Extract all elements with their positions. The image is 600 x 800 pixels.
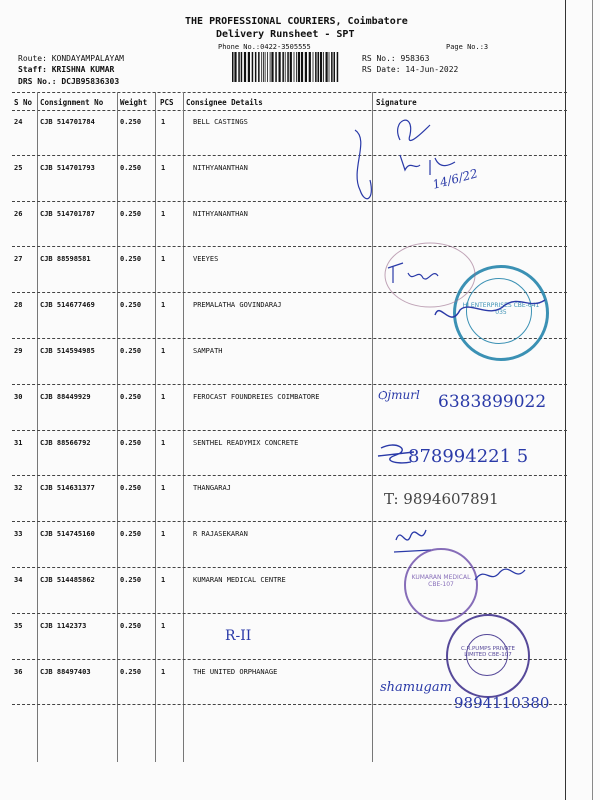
row-consignment-no: CJB 514701787 xyxy=(40,209,95,218)
sheet-title: THE PROFESSIONAL COURIERS, Coimbatore xyxy=(185,16,408,27)
barcode-bar xyxy=(271,52,273,82)
row-sno: 25 xyxy=(14,163,23,172)
drs-number: DRS No.: DCJB95836303 xyxy=(18,77,120,86)
barcode-bar xyxy=(263,52,264,82)
barcode-bar xyxy=(275,52,277,82)
row-consignee: KUMARAN MEDICAL CENTRE xyxy=(193,576,286,584)
barcode-bar xyxy=(255,52,257,82)
row-pcs: 1 xyxy=(161,530,166,539)
row-consignee: SAMPATH xyxy=(193,347,223,355)
col-header-weight: Weight xyxy=(120,98,148,107)
column-divider xyxy=(37,92,38,762)
row-sno: 26 xyxy=(14,209,23,218)
row-consignee: VEEYES xyxy=(193,255,219,264)
barcode-bar xyxy=(296,52,297,82)
row-pcs: 1 xyxy=(161,163,166,172)
barcode-bar xyxy=(326,52,328,82)
row-pcs: 1 xyxy=(161,576,166,584)
barcode-bar xyxy=(252,52,254,82)
divider xyxy=(12,92,567,93)
row-pcs: 1 xyxy=(161,255,166,264)
barcode-bar xyxy=(331,52,333,82)
stamp-ring-icon xyxy=(380,240,550,340)
barcode-bar xyxy=(241,52,243,82)
row-consignment-no: CJB 88566792 xyxy=(40,438,91,447)
barcode-bar xyxy=(232,52,234,82)
row-consignee: THANGARAJ xyxy=(193,484,231,493)
signature-scribble-icon xyxy=(330,110,490,210)
barcode-bar xyxy=(318,52,320,82)
barcode-bar xyxy=(315,52,317,82)
barcode-bar xyxy=(234,52,236,82)
row-divider xyxy=(12,521,567,522)
page-edge xyxy=(565,0,566,800)
row-sno: 36 xyxy=(14,667,23,676)
barcode-bar xyxy=(301,52,303,82)
barcode-bar xyxy=(334,52,336,82)
row-pcs: 1 xyxy=(161,209,166,218)
row-pcs: 1 xyxy=(161,118,166,126)
row-sno: 24 xyxy=(14,118,23,126)
row-divider xyxy=(12,384,567,385)
barcode-bar xyxy=(261,52,262,82)
row-pcs: 1 xyxy=(161,392,166,401)
row-weight: 0.250 xyxy=(120,392,142,401)
row-divider xyxy=(12,430,567,431)
row-consignment-no: CJB 1142373 xyxy=(40,621,87,630)
barcode-icon xyxy=(232,52,340,82)
barcode-bar xyxy=(323,52,324,82)
row-sno: 33 xyxy=(14,530,23,539)
barcode-bar xyxy=(267,52,268,82)
row-sno: 27 xyxy=(14,255,23,264)
barcode-bar xyxy=(320,52,322,82)
row-weight: 0.250 xyxy=(120,118,142,126)
handwritten-phone: 6383899022 xyxy=(438,392,547,412)
row-consignee: PREMALATHA GOVINDARAJ xyxy=(193,301,282,310)
handwritten-phone: 9894110380 xyxy=(454,694,550,712)
row-sno: 35 xyxy=(14,621,23,630)
row-pcs: 1 xyxy=(161,438,166,447)
row-divider xyxy=(12,475,567,476)
col-header-consignment: Consignment No xyxy=(40,98,104,107)
row-consignment-no: CJB 514485862 xyxy=(40,576,95,584)
barcode-bar xyxy=(238,52,240,82)
page-number: Page No.:3 xyxy=(446,43,489,51)
row-sno: 34 xyxy=(14,576,23,584)
barcode-bar xyxy=(270,52,271,82)
barcode-bar xyxy=(258,52,260,82)
rs-date: RS Date: 14-Jun-2022 xyxy=(362,65,459,74)
row-consignee: NITHYANANTHAN xyxy=(193,209,248,218)
row-sno: 30 xyxy=(14,392,23,401)
row-consignment-no: CJB 88497403 xyxy=(40,667,91,676)
row-consignment-no: CJB 514701793 xyxy=(40,163,95,172)
row-weight: 0.250 xyxy=(120,530,142,539)
row-pcs: 1 xyxy=(161,347,166,355)
barcode-bar xyxy=(294,52,295,82)
handwritten-date: 14/6/22 xyxy=(430,166,480,192)
col-header-pcs: PCS xyxy=(160,98,174,107)
barcode-bar xyxy=(265,52,266,82)
row-weight: 0.250 xyxy=(120,347,142,355)
signature-icon xyxy=(470,560,530,590)
row-pcs: 1 xyxy=(161,484,166,493)
phone-number: Phone No.:0422-3505555 xyxy=(218,43,311,51)
row-weight: 0.250 xyxy=(120,484,142,493)
handwritten-phone: T: 9894607891 xyxy=(384,490,499,508)
row-consignment-no: CJB 514701784 xyxy=(40,118,95,126)
row-pcs: 1 xyxy=(161,621,166,630)
medical-stamp-icon: KUMARAN MEDICAL CBE-107 xyxy=(404,548,478,622)
barcode-bar xyxy=(329,52,330,82)
barcode-bar xyxy=(298,52,300,82)
row-weight: 0.250 xyxy=(120,255,142,264)
column-divider xyxy=(183,92,184,762)
row-sno: 29 xyxy=(14,347,23,355)
row-weight: 0.250 xyxy=(120,576,142,584)
row-consignee: R RAJASEKARAN xyxy=(193,530,248,539)
row-consignment-no: CJB 88449929 xyxy=(40,392,91,401)
staff: Staff: KRISHNA KUMAR xyxy=(18,65,115,74)
row-consignee: THE UNITED ORPHANAGE xyxy=(193,667,278,676)
barcode-bar xyxy=(309,52,311,82)
row-pcs: 1 xyxy=(161,301,166,310)
row-sno: 31 xyxy=(14,438,23,447)
row-weight: 0.250 xyxy=(120,209,142,218)
barcode-bar xyxy=(248,52,250,82)
row-consignee: FEROCAST FOUNDREIES COIMBATORE xyxy=(193,392,320,401)
col-header-signature: Signature xyxy=(376,98,417,107)
barcode-bar xyxy=(244,52,246,82)
col-header-sno: S No xyxy=(14,98,33,107)
row-consignment-no: CJB 514745160 xyxy=(40,530,95,539)
barcode-bar xyxy=(290,52,292,82)
sheet-subtitle: Delivery Runsheet - SPT xyxy=(216,29,355,40)
column-divider xyxy=(155,92,156,762)
company-stamp-icon: HI ENTERPRISES CBE-641 035 xyxy=(453,265,549,361)
rs-number: RS No.: 958363 xyxy=(362,54,430,63)
signature-text: Ѻjmurl xyxy=(378,388,420,402)
row-consignee: SENTHEL READYMIX CONCRETE xyxy=(193,438,299,447)
row-consignment-no: CJB 514631377 xyxy=(40,484,95,493)
row-sno: 32 xyxy=(14,484,23,493)
barcode-bar xyxy=(285,52,286,82)
pumps-stamp-icon: C.R.PUMPS PRIVATE LIMITED CBE-107 xyxy=(446,614,530,698)
barcode-bar xyxy=(305,52,307,82)
row-weight: 0.250 xyxy=(120,438,142,447)
route: Route: KONDAYAMPALAYAM xyxy=(18,54,124,63)
handwritten-name: shamugam xyxy=(380,680,452,695)
barcode-bar xyxy=(313,52,314,82)
row-weight: 0.250 xyxy=(120,621,142,630)
col-header-consignee: Consignee Details xyxy=(186,98,263,107)
barcode-bar xyxy=(337,52,339,82)
row-sno: 28 xyxy=(14,301,23,310)
barcode-bar xyxy=(287,52,289,82)
row-weight: 0.250 xyxy=(120,667,142,676)
handwritten-note: R-II xyxy=(225,628,252,644)
row-consignee: NITHYANANTHAN xyxy=(193,163,248,172)
barcode-bar xyxy=(279,52,281,82)
column-divider xyxy=(117,92,118,762)
row-pcs: 1 xyxy=(161,667,166,676)
row-weight: 0.250 xyxy=(120,163,142,172)
handwritten-phone: 878994221 5 xyxy=(408,446,529,467)
row-consignment-no: CJB 514677469 xyxy=(40,301,95,310)
barcode-bar xyxy=(282,52,284,82)
row-weight: 0.250 xyxy=(120,301,142,310)
row-consignee: BELL CASTINGS xyxy=(193,118,248,126)
row-consignment-no: CJB 514594985 xyxy=(40,347,95,355)
page-edge xyxy=(592,0,593,800)
row-consignment-no: CJB 88598581 xyxy=(40,255,91,264)
